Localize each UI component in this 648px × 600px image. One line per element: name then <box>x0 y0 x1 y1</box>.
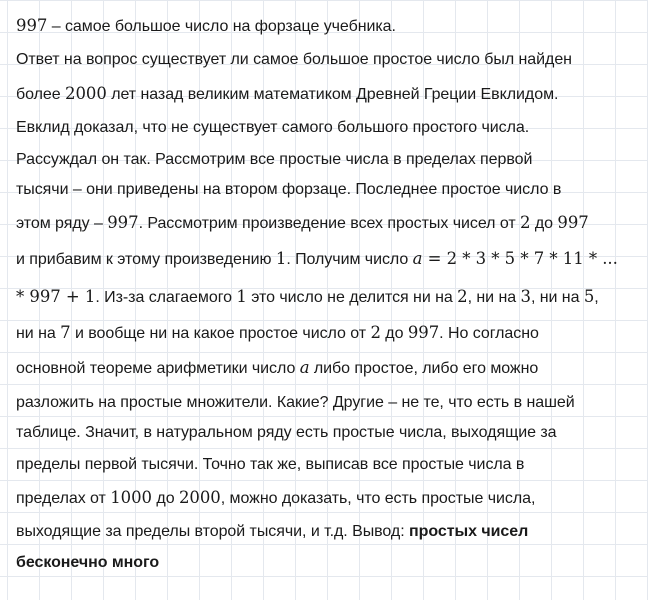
text-line-7 <box>16 213 589 234</box>
text-line-3 <box>16 84 558 105</box>
text-line-6 <box>16 180 561 200</box>
text-run: Ответ на вопрос существует ли самое большое простое число был найден <box>16 51 572 68</box>
math-expression: 7 <box>60 323 71 342</box>
text-run: – самое большое число на форзаце учебника. <box>47 18 396 35</box>
math-variable: a <box>412 249 423 268</box>
text-run: , можно доказать, что есть простые числа, <box>220 490 536 507</box>
math-expression: 2000 <box>65 84 107 103</box>
text-line-2 <box>16 50 572 70</box>
text-run: выходящие за пределы второй тысячи, и т.д. Вывод: <box>16 523 409 540</box>
text-line-11 <box>16 358 538 379</box>
math-expression: 2000 <box>178 488 221 507</box>
text-run: . Из-за слагаемого <box>95 289 237 306</box>
text-line-13 <box>16 423 556 443</box>
text-line-12 <box>16 393 575 413</box>
text-line-17 <box>16 553 159 573</box>
text-run: . Получим число <box>286 251 413 268</box>
text-line-4 <box>16 118 529 138</box>
text-run: основной теореме арифметики число <box>16 360 300 377</box>
text-line-15 <box>16 488 535 509</box>
text-run: таблице. Значит, в натуральном ряду есть простые числа, выходящие за <box>16 424 557 441</box>
text-run: Евклид доказал, что не существует самого большого простого числа. <box>16 119 530 136</box>
math-expression: 997 <box>557 213 589 232</box>
text-run: Рассуждал он так. Рассмотрим все простые числа в пределах первой <box>16 151 533 168</box>
text-run: пределах от <box>16 490 111 507</box>
text-run: пределы первой тысячи. Точно так же, выписав все простые числа в <box>16 456 525 473</box>
math-variable: a <box>299 358 310 377</box>
text-run: до <box>152 490 179 507</box>
math-expression: 1 <box>275 249 287 268</box>
text-run: либо простое, либо его можно <box>309 360 539 377</box>
text-run: это число не делится ни на <box>246 289 458 306</box>
math-expression: 997 <box>16 16 48 35</box>
math-expression: 3 <box>520 287 531 306</box>
bold-conclusion: бесконечно много <box>16 554 160 571</box>
math-expression: 1000 <box>110 488 153 507</box>
math-expression: 2 <box>457 287 468 306</box>
text-line-8 <box>16 249 618 270</box>
text-run: и прибавим к этому произведению <box>16 251 276 268</box>
math-expression: 997 <box>407 323 440 342</box>
text-line-1 <box>16 16 396 37</box>
text-line-10 <box>16 323 539 344</box>
math-expression: * 997 + 1 <box>16 287 96 306</box>
text-line-5 <box>16 150 532 170</box>
math-expression: = 2 * 3 * 5 * 7 * 11 * ... <box>422 249 618 268</box>
text-run: и вообще ни на какое простое число от <box>70 325 371 342</box>
text-run: . Рассмотрим произведение всех простых чисел от <box>138 215 520 232</box>
text-run: . Но согласно <box>439 325 539 342</box>
bold-conclusion: простых чисел <box>409 523 529 540</box>
math-expression: 2 <box>520 213 531 232</box>
text-run: до <box>530 215 558 232</box>
text-line-16 <box>16 522 528 542</box>
math-expression: 2 <box>370 323 381 342</box>
text-run: лет назад великим математиком Древней Греции Евклидом. <box>106 86 559 103</box>
text-line-9 <box>16 287 599 308</box>
text-run: до <box>380 325 408 342</box>
text-run: более <box>16 86 65 103</box>
math-expression: 997 <box>107 213 139 232</box>
text-run: , <box>594 289 599 306</box>
text-run: , ни на <box>467 289 521 306</box>
text-run: тысячи – они приведены на втором форзаце. Последнее простое число в <box>16 181 562 198</box>
text-run: ни на <box>16 325 61 342</box>
text-line-14 <box>16 455 524 475</box>
math-expression: 5 <box>583 287 595 306</box>
text-run: , ни на <box>530 289 584 306</box>
text-run: разложить на простые множители. Какие? Другие – не те, что есть в нашей <box>16 394 575 411</box>
math-expression: 1 <box>236 287 247 306</box>
text-run: этом ряду – <box>16 215 108 232</box>
